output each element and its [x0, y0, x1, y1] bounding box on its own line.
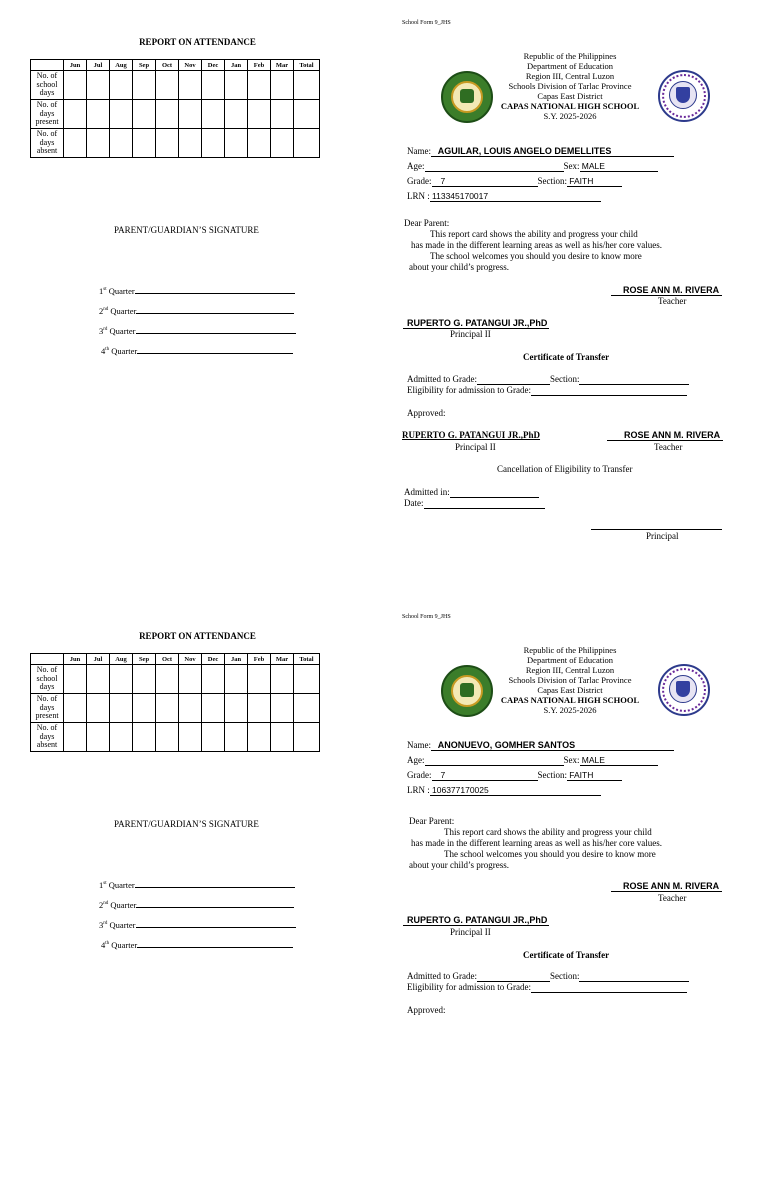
attendance-cell[interactable] — [87, 665, 110, 694]
attendance-cell[interactable] — [110, 71, 133, 100]
attendance-cell[interactable] — [179, 100, 202, 129]
attendance-cell[interactable] — [87, 100, 110, 129]
attendance-cell[interactable] — [156, 694, 179, 723]
month-header: Oct — [156, 654, 179, 665]
attendance-table — [30, 653, 320, 752]
attendance-cell[interactable] — [64, 694, 87, 723]
student-name-field[interactable]: Name: AGUILAR, LOUIS ANGELO DEMELLITES — [407, 146, 674, 157]
date-field[interactable]: Date: — [404, 498, 545, 509]
attendance-cell[interactable] — [64, 71, 87, 100]
attendance-title: REPORT ON ATTENDANCE — [139, 631, 256, 641]
attendance-cell[interactable] — [294, 723, 320, 752]
eligibility-field[interactable]: Eligibility for admission to Grade: — [407, 982, 687, 993]
attendance-cell[interactable] — [87, 694, 110, 723]
attendance-cell[interactable] — [271, 71, 294, 100]
attendance-cell[interactable] — [248, 723, 271, 752]
principal-name: RUPERTO G. PATANGUI JR.,PhD — [403, 318, 549, 329]
attendance-cell[interactable] — [294, 129, 320, 158]
attendance-cell[interactable] — [87, 129, 110, 158]
attendance-cell[interactable] — [202, 129, 225, 158]
attendance-cell[interactable] — [64, 100, 87, 129]
attendance-cell[interactable] — [156, 71, 179, 100]
school-name: CAPAS NATIONAL HIGH SCHOOL — [500, 695, 640, 705]
letter-line: has made in the different learning areas as well as his/her core values. — [411, 240, 662, 250]
month-header: Jul — [87, 60, 110, 71]
lrn-field[interactable]: LRN : 106377170025 — [407, 785, 601, 796]
table-row — [31, 100, 320, 129]
quarter-1-signature[interactable]: 1st Quarter — [99, 880, 295, 890]
table-row — [31, 723, 320, 752]
attendance-cell[interactable] — [248, 71, 271, 100]
attendance-cell[interactable] — [202, 665, 225, 694]
attendance-cell[interactable] — [225, 71, 248, 100]
teacher-signature: ROSE ANN M. RIVERA — [607, 430, 723, 441]
letter-salutation: Dear Parent: — [409, 816, 455, 826]
lrn-field[interactable]: LRN : 113345170017 — [407, 191, 601, 202]
month-header: Feb — [248, 654, 271, 665]
month-header: Mar — [271, 60, 294, 71]
attendance-cell[interactable] — [133, 71, 156, 100]
month-header: Oct — [156, 60, 179, 71]
month-header: Dec — [202, 60, 225, 71]
attendance-cell[interactable] — [133, 129, 156, 158]
quarter-4-signature[interactable]: 4th Quarter — [101, 346, 293, 356]
table-row — [31, 694, 320, 723]
attendance-cell[interactable] — [202, 694, 225, 723]
quarter-2-signature[interactable]: 2nd Quarter — [99, 306, 294, 316]
row-label: No. of school days — [31, 71, 64, 100]
attendance-cell[interactable] — [248, 665, 271, 694]
form-label: School Form 9_JHS — [402, 20, 451, 26]
attendance-cell[interactable] — [271, 723, 294, 752]
attendance-cell[interactable] — [133, 100, 156, 129]
row-label: No. of days present — [31, 100, 64, 129]
attendance-title: REPORT ON ATTENDANCE — [139, 37, 256, 47]
report-card-2 — [0, 594, 768, 1190]
month-header: Feb — [248, 60, 271, 71]
attendance-cell[interactable] — [225, 694, 248, 723]
attendance-cell[interactable] — [133, 723, 156, 752]
attendance-cell[interactable] — [202, 723, 225, 752]
admitted-grade-field[interactable]: Admitted to Grade: Section: — [407, 374, 689, 385]
certificate-title: Certificate of Transfer — [523, 950, 610, 960]
grade-field[interactable]: Grade: 7 Section: FAITH — [407, 770, 622, 781]
attendance-cell[interactable] — [156, 100, 179, 129]
attendance-cell[interactable] — [294, 100, 320, 129]
month-header: Nov — [179, 60, 202, 71]
school-name: CAPAS NATIONAL HIGH SCHOOL — [500, 101, 640, 111]
row-label: No. of days present — [31, 694, 64, 723]
month-header: Sep — [133, 60, 156, 71]
letter-line: The school welcomes you should you desire to know more — [430, 251, 642, 261]
month-header: Nov — [179, 654, 202, 665]
attendance-cell[interactable] — [179, 665, 202, 694]
cancellation-principal-label: Principal — [646, 531, 679, 541]
attendance-cell[interactable] — [179, 694, 202, 723]
attendance-cell[interactable] — [225, 665, 248, 694]
attendance-cell[interactable] — [179, 129, 202, 158]
attendance-cell[interactable] — [133, 694, 156, 723]
admitted-in-field[interactable]: Admitted in: — [404, 487, 539, 498]
attendance-cell[interactable] — [225, 129, 248, 158]
attendance-cell[interactable] — [87, 71, 110, 100]
attendance-cell[interactable] — [64, 723, 87, 752]
attendance-cell[interactable] — [202, 71, 225, 100]
principal-signature: RUPERTO G. PATANGUI JR.,PhD — [402, 430, 541, 440]
teacher-title: Teacher — [658, 893, 687, 903]
teacher-title: Teacher — [654, 442, 683, 452]
age-field[interactable]: Age: Sex: MALE — [407, 755, 658, 766]
quarter-2-signature[interactable]: 2nd Quarter — [99, 900, 294, 910]
attendance-cell[interactable] — [271, 694, 294, 723]
attendance-cell[interactable] — [294, 71, 320, 100]
table-row — [31, 129, 320, 158]
month-header: Total — [294, 60, 320, 71]
attendance-cell[interactable] — [271, 129, 294, 158]
quarter-3-signature[interactable]: 3rd Quarter — [99, 326, 296, 336]
attendance-cell[interactable] — [179, 71, 202, 100]
table-row — [31, 665, 320, 694]
attendance-cell[interactable] — [294, 665, 320, 694]
row-label: No. of days absent — [31, 129, 64, 158]
teacher-name: ROSE ANN M. RIVERA — [611, 285, 722, 296]
teacher-name: ROSE ANN M. RIVERA — [611, 881, 722, 892]
attendance-cell[interactable] — [202, 100, 225, 129]
quarter-3-signature[interactable]: 3rd Quarter — [99, 920, 296, 930]
attendance-cell[interactable] — [156, 665, 179, 694]
quarter-1-signature[interactable]: 1st Quarter — [99, 286, 295, 296]
attendance-cell[interactable] — [110, 129, 133, 158]
admitted-grade-field[interactable]: Admitted to Grade: Section: — [407, 971, 689, 982]
parent-signature-title: PARENT/GUARDIAN’S SIGNATURE — [114, 819, 259, 829]
form-label: School Form 9_JHS — [402, 614, 451, 620]
row-label: No. of school days — [31, 665, 64, 694]
letter-line: about your child’s progress. — [409, 262, 509, 272]
certificate-title: Certificate of Transfer — [523, 352, 610, 362]
principal-name: RUPERTO G. PATANGUI JR.,PhD — [403, 915, 549, 926]
month-header: Sep — [133, 654, 156, 665]
school-year: S.Y. 2025-2026 — [543, 111, 597, 121]
letter-line: The school welcomes you should you desire to know more — [444, 849, 656, 859]
attendance-cell[interactable] — [225, 100, 248, 129]
attendance-cell[interactable] — [64, 129, 87, 158]
approved-label: Approved: — [407, 1005, 446, 1015]
attendance-cell[interactable] — [156, 723, 179, 752]
letter-salutation: Dear Parent: — [404, 218, 450, 228]
table-row — [31, 71, 320, 100]
attendance-cell[interactable] — [110, 694, 133, 723]
principal-title: Principal II — [455, 442, 496, 452]
grade-field[interactable]: Grade: 7 Section: FAITH — [407, 176, 622, 187]
attendance-cell[interactable] — [179, 723, 202, 752]
school-header: Republic of the Philippines Department of Education Region III, Central Luzon Schools Division of Tarlac Province Capas East District CAPAS NATIONAL HIGH SCHOOL S.Y. 2025-2026 — [470, 645, 670, 715]
attendance-cell[interactable] — [248, 694, 271, 723]
month-header: Jul — [87, 654, 110, 665]
eligibility-field[interactable]: Eligibility for admission to Grade: — [407, 385, 687, 396]
letter-line: about your child’s progress. — [409, 860, 509, 870]
attendance-cell[interactable] — [225, 723, 248, 752]
attendance-cell[interactable] — [156, 129, 179, 158]
attendance-cell[interactable] — [110, 723, 133, 752]
attendance-cell[interactable] — [248, 100, 271, 129]
principal-signature-line — [591, 529, 722, 530]
row-label: No. of days absent — [31, 723, 64, 752]
parent-signature-title: PARENT/GUARDIAN’S SIGNATURE — [114, 225, 259, 235]
month-header: Aug — [110, 60, 133, 71]
month-header: Jan — [225, 654, 248, 665]
month-header: Dec — [202, 654, 225, 665]
attendance-cell[interactable] — [271, 100, 294, 129]
month-header: Aug — [110, 654, 133, 665]
quarter-4-signature[interactable]: 4th Quarter — [101, 940, 293, 950]
approved-label: Approved: — [407, 408, 446, 418]
school-year: S.Y. 2025-2026 — [543, 705, 597, 715]
month-header: Jan — [225, 60, 248, 71]
attendance-cell[interactable] — [110, 100, 133, 129]
principal-title: Principal II — [450, 329, 491, 339]
month-header: Jun — [64, 654, 87, 665]
attendance-cell[interactable] — [248, 129, 271, 158]
letter-line: This report card shows the ability and progress your child — [444, 827, 652, 837]
school-header: Republic of the Philippines Department of Education Region III, Central Luzon Schools Division of Tarlac Province Capas East District CAPAS NATIONAL HIGH SCHOOL S.Y. 2025-2026 — [470, 51, 670, 121]
attendance-cell[interactable] — [110, 665, 133, 694]
attendance-table — [30, 59, 320, 158]
month-header: Mar — [271, 654, 294, 665]
attendance-cell[interactable] — [64, 665, 87, 694]
attendance-cell[interactable] — [133, 665, 156, 694]
age-field[interactable]: Age: Sex: MALE — [407, 161, 658, 172]
letter-line: has made in the different learning areas as well as his/her core values. — [411, 838, 662, 848]
attendance-cell[interactable] — [271, 665, 294, 694]
teacher-title: Teacher — [658, 296, 687, 306]
letter-line: This report card shows the ability and progress your child — [430, 229, 638, 239]
month-header: Jun — [64, 60, 87, 71]
student-name-field[interactable]: Name: ANONUEVO, GOMHER SANTOS — [407, 740, 674, 751]
cancellation-title: Cancellation of Eligibility to Transfer — [497, 464, 633, 474]
attendance-cell[interactable] — [87, 723, 110, 752]
principal-title: Principal II — [450, 927, 491, 937]
attendance-cell[interactable] — [294, 694, 320, 723]
month-header: Total — [294, 654, 320, 665]
